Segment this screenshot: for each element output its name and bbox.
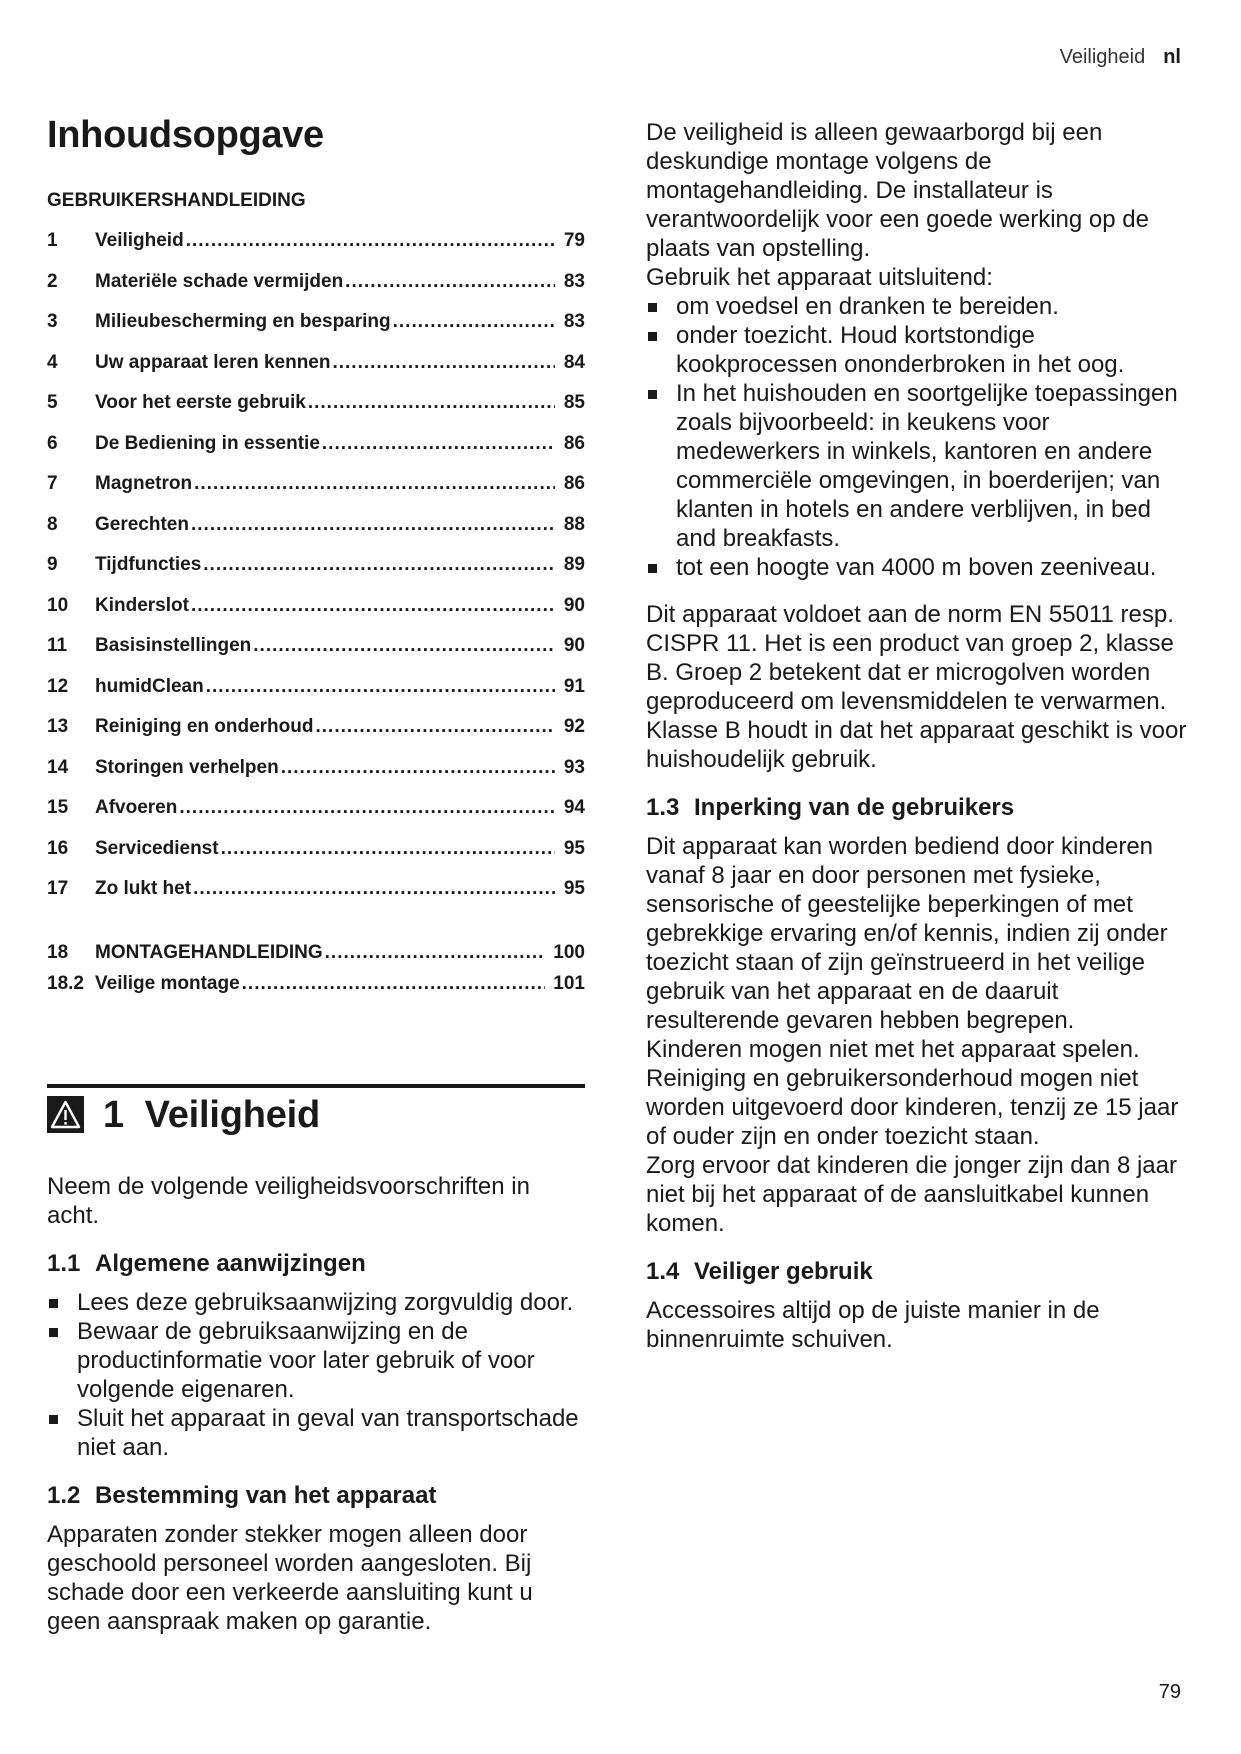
toc-entry-page: 90 [563, 635, 585, 656]
toc-leader [315, 716, 555, 738]
paragraph: Apparaten zonder stekker mogen alleen door geschoold personeel worden aangesloten. Bij schade door een verkeerde aansluiting kunt u geen aanspraak maken op garantie. [47, 1520, 533, 1635]
toc-leader [332, 352, 555, 374]
toc-entry-page: 85 [563, 392, 585, 413]
paragraph: Dit apparaat voldoet aan de norm EN 55011 resp. CISPR 11. Het is een product van groep 2, klasse B. Groep 2 betekent dat er microgolven worden geproduceerd om levensmiddelen te verwarmen. Klasse B houdt in dat het apparaat geschikt is voor huishoudelijk gebruik. [646, 601, 1187, 773]
toc-entry-number: 16 [47, 837, 69, 859]
list-item: Lees deze gebruiksaanwijzing zorgvuldig door. [47, 1288, 585, 1317]
toc-entry[interactable] [47, 433, 585, 474]
toc-entry[interactable] [47, 230, 585, 271]
toc-entry-title: Tijdfuncties [95, 554, 202, 575]
header-language: nl [1163, 46, 1181, 68]
toc-entry-title: humidClean [95, 675, 204, 697]
toc-entry-page: 79 [563, 230, 585, 251]
toc-entry[interactable] [47, 595, 585, 636]
subsection-number: 1.3 [646, 794, 680, 821]
paragraph: Gebruik het apparaat uitsluitend: [646, 264, 993, 291]
toc-title: Inhoudsopgave [47, 114, 324, 156]
toc-entry-title: Afvoeren [95, 797, 178, 818]
toc-leader [191, 595, 555, 617]
toc-entry-number: 4 [47, 351, 58, 373]
toc-entry-page: 86 [563, 432, 585, 454]
section-heading [47, 1084, 585, 1148]
paragraph: Reiniging en gebruikersonderhoud mogen niet worden uitgevoerd door kinderen, tenzij ze 15 jaar of ouder zijn en onder toezicht staan. [646, 1065, 1179, 1150]
toc-entry-page: 94 [563, 797, 585, 818]
toc-entry-title: Materiële schade vermijden [95, 270, 344, 292]
toc-entry-page: 88 [563, 513, 585, 535]
toc-entry-title: Milieubescherming en besparing [95, 311, 391, 332]
toc-entry-number: 10 [47, 594, 69, 616]
toc-entry-number: 2 [47, 270, 58, 292]
toc-entry[interactable] [47, 311, 585, 352]
toc-leader [194, 473, 555, 495]
bullet-list [47, 1288, 585, 1462]
toc-entry-number: 6 [47, 432, 58, 454]
subsection-title: Bestemming van het apparaat [95, 1481, 437, 1509]
toc-entry-number: 17 [47, 878, 69, 899]
section-title-text: Veiligheid [144, 1093, 321, 1136]
subsection-heading [47, 1481, 585, 1510]
toc-entry-number: 15 [47, 797, 69, 818]
toc-entry-number: 9 [47, 554, 58, 575]
toc-entry-title: Reiniging en onderhoud [95, 716, 314, 737]
toc-leader [253, 635, 555, 657]
toc-entry[interactable] [47, 514, 585, 555]
toc-entry[interactable] [47, 757, 585, 798]
list-item: tot een hoogte van 4000 m boven zeeniveau. [646, 553, 1191, 582]
toc-entry-page: 90 [563, 594, 585, 616]
subsection-heading [646, 1257, 1191, 1286]
toc-leader [242, 973, 545, 995]
toc-entry-page: 89 [563, 554, 585, 575]
subsection-title: Veiliger gebruik [694, 1258, 873, 1285]
section-title [103, 1094, 320, 1137]
toc-entry-title: Zo lukt het [95, 878, 192, 899]
subsection-title: Algemene aanwijzingen [95, 1249, 366, 1277]
toc-entry-title: Gerechten [95, 513, 189, 535]
toc-leader [322, 433, 555, 455]
toc-entry-page: 95 [563, 837, 585, 859]
toc-entry-number: 1 [47, 230, 58, 251]
toc-entry[interactable] [47, 797, 585, 838]
toc-entry[interactable] [47, 352, 585, 393]
toc-entry-number: 7 [47, 473, 58, 494]
toc-leader [325, 942, 545, 964]
toc-leader [179, 797, 555, 819]
toc-entry-page: 86 [563, 473, 585, 494]
toc-leader [221, 838, 555, 860]
toc-entry[interactable] [47, 473, 585, 514]
toc-entry-title: Servicedienst [95, 837, 219, 859]
subsection-heading [646, 793, 1191, 822]
toc-leader [308, 392, 555, 414]
subsection-number: 1.1 [47, 1249, 81, 1277]
left-column [47, 104, 585, 1636]
paragraph: De veiligheid is alleen gewaarborgd bij een deskundige montage volgens de montagehandleiding. De installateur is verantwoordelijk voor een goede werking op de plaats van opstelling. [646, 119, 1149, 262]
toc-entry[interactable] [47, 676, 585, 717]
toc-entry-number: 5 [47, 392, 58, 413]
toc-entry-title: Uw apparaat leren kennen [95, 351, 331, 373]
toc-entry-number: 18.2 [47, 972, 84, 994]
warning-icon [47, 1096, 84, 1133]
intro-paragraph: Neem de volgende veiligheidsvoorschriften in acht. [47, 1172, 530, 1229]
toc-entry[interactable] [47, 392, 585, 433]
toc-leader [203, 554, 555, 576]
toc-leader [345, 271, 555, 293]
toc-subtitle: GEBRUIKERSHANDLEIDING [47, 190, 306, 211]
toc-entry[interactable] [47, 942, 585, 973]
toc-entry[interactable] [47, 878, 585, 919]
paragraph: Dit apparaat kan worden bediend door kinderen vanaf 8 jaar en door personen met fysieke, sensorische of geestelijke beperkingen of met gebrekkige ervaring en/of kennis, indien zij onder toezicht staan of zijn geïnstrueerd in het veilige gebruik van het apparaat en de daaruit resulterende gevaren hebben begrepen. [646, 833, 1168, 1034]
toc-entry-number: 18 [47, 941, 69, 963]
list-item: om voedsel en dranken te bereiden. [646, 292, 1191, 321]
list-item: onder toezicht. Houd kortstondige kookprocessen ononderbroken in het oog. [646, 321, 1191, 379]
toc-entry[interactable] [47, 554, 585, 595]
toc-entry-title: Veilige montage [95, 972, 240, 994]
page-number: 79 [1158, 1681, 1181, 1703]
toc-leader [193, 878, 555, 900]
toc-entry-title: MONTAGEHANDLEIDING [95, 941, 323, 963]
toc-entry-title: Basisinstellingen [95, 635, 252, 656]
toc-entry-page: 91 [563, 675, 585, 697]
header-section: Veiligheid [1059, 46, 1146, 68]
toc-entry-number: 8 [47, 513, 58, 535]
bullet-list [646, 292, 1191, 582]
section-number: 1 [103, 1093, 124, 1136]
toc-entry[interactable] [47, 635, 585, 676]
toc-entry-page: 92 [563, 716, 585, 737]
toc-entry-number: 3 [47, 311, 58, 332]
list-item: In het huishouden en soortgelijke toepassingen zoals bijvoorbeeld: in keukens voor medewerkers in winkels, kantoren en andere commerciële omgevingen, in boerderijen; van klanten in hotels en andere verblijven, in bed and breakfasts. [646, 379, 1191, 553]
running-header [1060, 46, 1181, 69]
toc-entry[interactable] [47, 838, 585, 879]
toc-entry-page: 95 [563, 878, 585, 899]
toc-entry-page: 101 [553, 972, 585, 994]
toc-entry-title: Magnetron [95, 473, 193, 494]
toc-entry-number: 14 [47, 756, 69, 778]
table-of-contents [47, 230, 585, 1004]
list-item: Bewaar de gebruiksaanwijzing en de productinformatie voor later gebruik of voor volgende eigenaren. [47, 1317, 585, 1404]
toc-entry-page: 83 [563, 311, 585, 332]
right-column [646, 118, 1191, 1354]
toc-entry-title: De Bediening in essentie [95, 432, 320, 454]
toc-entry-page: 83 [563, 270, 585, 292]
toc-entry-page: 84 [563, 351, 585, 373]
toc-entry[interactable] [47, 973, 585, 1004]
subsection-number: 1.4 [646, 1258, 680, 1285]
toc-entry-number: 11 [47, 635, 68, 656]
toc-entry-title: Voor het eerste gebruik [95, 392, 306, 413]
paragraph: Kinderen mogen niet met het apparaat spelen. [646, 1036, 1140, 1063]
toc-entry[interactable] [47, 271, 585, 312]
toc-entry-number: 12 [47, 675, 69, 697]
toc-leader [186, 230, 555, 252]
toc-leader [393, 311, 555, 333]
toc-entry-title: Veiligheid [95, 230, 184, 251]
toc-leader [191, 514, 555, 536]
toc-leader [281, 757, 555, 779]
subsection-number: 1.2 [47, 1481, 81, 1509]
subsection-title: Inperking van de gebruikers [694, 794, 1015, 821]
subsection-heading [47, 1249, 585, 1278]
paragraph: Accessoires altijd op de juiste manier in de binnenruimte schuiven. [646, 1297, 1100, 1353]
toc-entry-page: 100 [553, 941, 585, 963]
toc-entry-page: 93 [563, 756, 585, 778]
paragraph: Zorg ervoor dat kinderen die jonger zijn dan 8 jaar niet bij het apparaat of de aansluitkabel kunnen komen. [646, 1152, 1177, 1237]
toc-leader [206, 676, 555, 698]
toc-entry-title: Kinderslot [95, 594, 189, 616]
list-item: Sluit het apparaat in geval van transportschade niet aan. [47, 1404, 585, 1462]
toc-entry[interactable] [47, 716, 585, 757]
toc-entry-title: Storingen verhelpen [95, 756, 279, 778]
toc-entry-number: 13 [47, 716, 69, 737]
